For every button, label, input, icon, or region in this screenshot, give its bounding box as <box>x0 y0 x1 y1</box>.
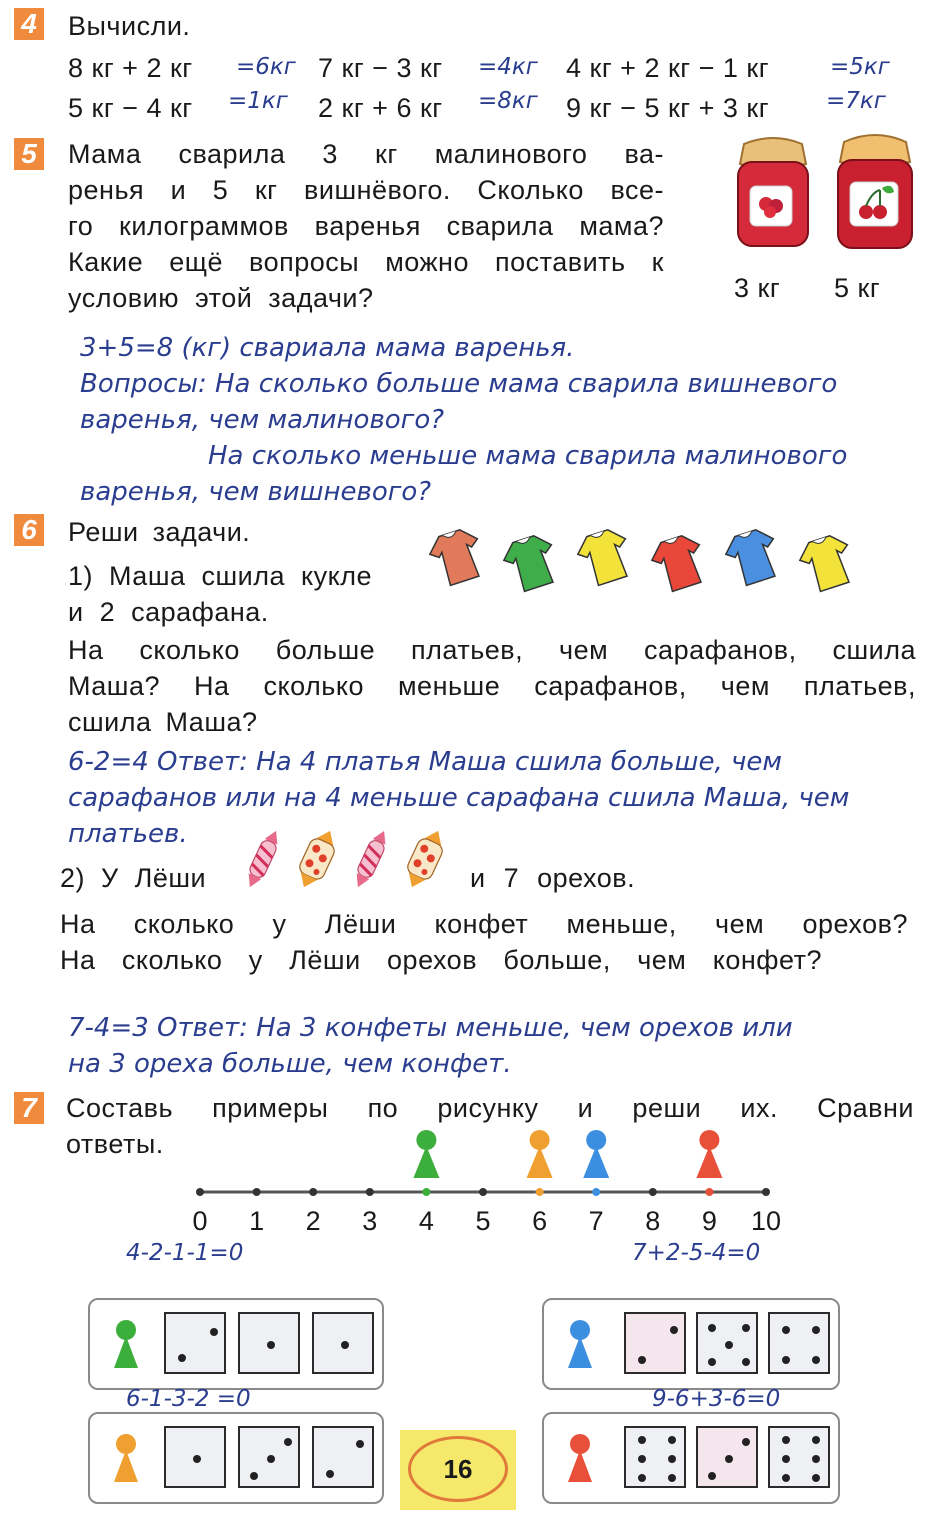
blue-pawn-icon <box>562 1318 598 1370</box>
die-face <box>624 1312 686 1374</box>
handwritten-answer: =6кг <box>236 54 296 80</box>
problem-line: сшила Маша? <box>68 707 258 737</box>
orange-pawn-icon <box>108 1432 144 1484</box>
problem-line: ренья и 5 кг вишнёвого. Сколько все- <box>68 175 664 205</box>
tick-mark <box>762 1188 770 1196</box>
die-face <box>768 1312 830 1374</box>
handwritten-answer: Вопросы: На сколько больше мама сварила вишневого <box>80 369 838 399</box>
tick-label: 4 <box>418 1206 434 1236</box>
problem-line: и 2 сарафана. <box>68 597 269 627</box>
die-face <box>624 1426 686 1488</box>
task-number-badge: 6 <box>14 514 44 546</box>
handwritten-answer: =7кг <box>826 88 886 114</box>
problem-line: 2) У Лёши <box>60 863 207 893</box>
expression: 9 кг − 5 кг + 3 кг <box>566 93 770 123</box>
handwritten-answer: 6-1-3-2 =0 <box>126 1386 251 1412</box>
problem-line: На сколько у Лёши конфет меньше, чем орехов? <box>60 909 908 939</box>
raspberry-jam-jar-icon <box>730 134 816 252</box>
dress-icon <box>794 532 860 594</box>
tick-mark <box>592 1188 600 1196</box>
problem-line: Мама сварила 3 кг малинового ва- <box>68 139 664 169</box>
dress-icon <box>498 532 564 594</box>
green-pawn-icon <box>108 1318 144 1370</box>
handwritten-answer: =1кг <box>228 88 288 114</box>
task-title: Вычисли. <box>68 11 191 41</box>
dress-icon <box>572 526 638 588</box>
candy-icon <box>348 826 394 892</box>
candy-icon <box>294 826 340 892</box>
problem-line: Какие ещё вопросы можно поставить к <box>68 247 664 277</box>
expression: 4 кг + 2 кг − 1 кг <box>566 53 770 83</box>
dress-icon <box>424 526 490 588</box>
candies-illustration <box>240 826 450 896</box>
handwritten-answer: =5кг <box>830 54 890 80</box>
tick-mark <box>196 1188 204 1196</box>
handwritten-answer: платьев. <box>68 819 188 849</box>
die-face <box>238 1426 300 1488</box>
expression: 5 кг − 4 кг <box>68 93 193 123</box>
handwritten-answer: варенья, чем вишневого? <box>80 477 432 507</box>
dice-card <box>88 1412 384 1504</box>
dice-card <box>542 1298 840 1390</box>
candy-icon <box>240 826 286 892</box>
tick-label: 9 <box>701 1206 717 1236</box>
tick-mark <box>649 1188 657 1196</box>
tick-mark <box>705 1188 713 1196</box>
tick-mark <box>479 1188 487 1196</box>
number-line <box>180 1120 800 1250</box>
tick-label: 2 <box>305 1206 321 1236</box>
expression: 2 кг + 6 кг <box>318 93 443 123</box>
problem-line: 1) Маша сшила кукле <box>68 561 373 591</box>
tick-label: 3 <box>362 1206 378 1236</box>
task-number-badge: 5 <box>14 138 44 170</box>
red-pawn-icon <box>562 1432 598 1484</box>
task-title: ответы. <box>66 1129 164 1159</box>
handwritten-answer: 3+5=8 (кг) свариала мама варенья. <box>80 333 575 363</box>
handwritten-answer: 4-2-1-1=0 <box>126 1240 244 1266</box>
jar-weight-label: 5 кг <box>834 273 881 303</box>
tick-mark <box>253 1188 261 1196</box>
pawn-icon <box>527 1130 553 1178</box>
problem-line: и 7 орехов. <box>470 863 636 893</box>
dresses-illustration <box>424 526 864 596</box>
dress-icon <box>720 526 786 588</box>
task-title: Реши задачи. <box>68 517 251 547</box>
problem-line: го килограммов варенья сварила мама? <box>68 211 664 241</box>
die-face <box>696 1426 758 1488</box>
page-number: 16 <box>408 1436 508 1502</box>
tick-label: 7 <box>588 1206 604 1236</box>
tick-mark <box>309 1188 317 1196</box>
tick-mark <box>422 1188 430 1196</box>
problem-line: На сколько у Лёши орехов больше, чем конфет? <box>60 945 822 975</box>
handwritten-answer: сарафанов или на 4 меньше сарафана сшила Маша, чем <box>68 783 850 813</box>
handwritten-answer: 6-2=4 Ответ: На 4 платья Маша сшила больше, чем <box>68 747 782 777</box>
handwritten-answer: 7-4=3 Ответ: На 3 конфеты меньше, чем орехов или <box>68 1013 793 1043</box>
expression: 8 кг + 2 кг <box>68 53 193 83</box>
die-face <box>312 1426 374 1488</box>
tick-label: 6 <box>532 1206 548 1236</box>
cherry-jam-jar-icon <box>830 130 920 252</box>
pawn-icon <box>696 1130 722 1178</box>
candy-icon <box>402 826 448 892</box>
handwritten-answer: варенья, чем малинового? <box>80 405 445 435</box>
tick-mark <box>536 1188 544 1196</box>
die-face <box>768 1426 830 1488</box>
problem-line: Маша? На сколько меньше сарафанов, чем платьев, <box>68 671 916 701</box>
dice-card <box>542 1412 840 1504</box>
dice-card <box>88 1298 384 1390</box>
handwritten-answer: =8кг <box>478 88 538 114</box>
die-face <box>696 1312 758 1374</box>
tick-label: 0 <box>192 1206 208 1236</box>
handwritten-answer: На сколько меньше мама сварила малинового <box>208 441 848 471</box>
tick-label: 1 <box>249 1206 265 1236</box>
die-face <box>238 1312 300 1374</box>
die-face <box>312 1312 374 1374</box>
die-face <box>164 1312 226 1374</box>
problem-line: На сколько больше платьев, чем сарафанов, сшила <box>68 635 916 665</box>
tick-label: 5 <box>475 1206 491 1236</box>
tick-mark <box>366 1188 374 1196</box>
task-number-badge: 4 <box>14 8 44 40</box>
tick-label: 8 <box>645 1206 661 1236</box>
handwritten-answer: 9-6+3-6=0 <box>652 1386 781 1412</box>
die-face <box>164 1426 226 1488</box>
problem-line: условию этой задачи? <box>68 283 374 313</box>
pawn-icon <box>583 1130 609 1178</box>
pawn-icon <box>413 1130 439 1178</box>
handwritten-answer: 7+2-5-4=0 <box>632 1240 761 1266</box>
handwritten-answer: =4кг <box>478 54 538 80</box>
tick-label: 10 <box>750 1206 782 1236</box>
task-number-badge: 7 <box>14 1092 44 1124</box>
jar-weight-label: 3 кг <box>734 273 781 303</box>
expression: 7 кг − 3 кг <box>318 53 443 83</box>
handwritten-answer: на 3 ореха больше, чем конфет. <box>68 1049 512 1079</box>
dress-icon <box>646 532 712 594</box>
task-title: Составь примеры по рисунку и реши их. Сравни <box>66 1093 914 1123</box>
